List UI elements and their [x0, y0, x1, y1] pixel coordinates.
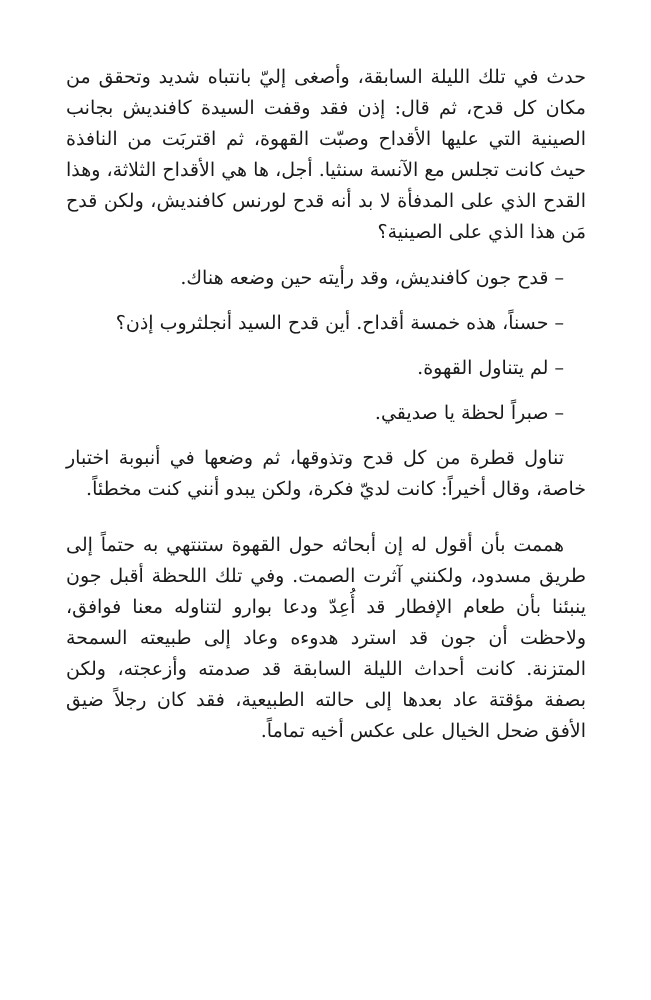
- paragraph-3: هممت بأن أقول له إن أبحاثه حول القهوة ستنتهي به حتماً إلى طريق مسدود، ولكنني آثرت الصمت. وفي تلك اللحظة أقبل جون ينبئنا بأن طعام الإفطار قد أُعِدّ ودعا بوارو لتناوله معنا فوافق، ولاحظت أن جون قد استرد هدوءه وعاد إلى طبيعته السمحة المتزنة. كانت أحداث الليلة السابقة قد صدمته وأزعجته، ولكن بصفة مؤقتة عاد بعدها إلى حالته الطبيعية، فقد كان رجلاً ضيق الأفق ضحل الخيال على عكس أخيه تماماً.: [66, 534, 586, 742]
- dialogue-line-4: – صبراً لحظة يا صديقي.: [374, 402, 564, 424]
- dialogue-line-3: – لم يتناول القهوة.: [417, 357, 564, 379]
- paragraph-gap: [66, 520, 586, 530]
- paragraph-2: تناول قطرة من كل قدح وتذوقها، ثم وضعها في أنبوبة اختبار خاصة، وقال أخيراً: كانت لديّ فكرة، ولكن يبدو أنني كنت مخطئاً.: [66, 447, 586, 500]
- dialogue-line-1: – قدح جون كافنديش، وقد رأيته حين وضعه هناك.: [180, 267, 564, 289]
- book-page: [66, 62, 586, 762]
- dialogue-line-2: – حسناً، هذه خمسة أقداح. أين قدح السيد أنجلثروب إذن؟: [115, 312, 564, 334]
- paragraph-1: حدث في تلك الليلة السابقة، وأصغى إليّ بانتباه شديد وتحقق من مكان كل قدح، ثم قال: إذن فقد وقفت السيدة كافنديش بجانب الصينية التي عليها الأقداح وصبّت القهوة، ثم اقتربَت من النافذة حيث كانت تجلس مع الآنسة سنثيا. أجل، ها هي الأقداح الثلاثة، وهذا القدح الذي على المدفأة لا بد أنه قدح لورنس كافنديش، ولكن قدح مَن هذا الذي على الصينية؟: [66, 66, 586, 243]
